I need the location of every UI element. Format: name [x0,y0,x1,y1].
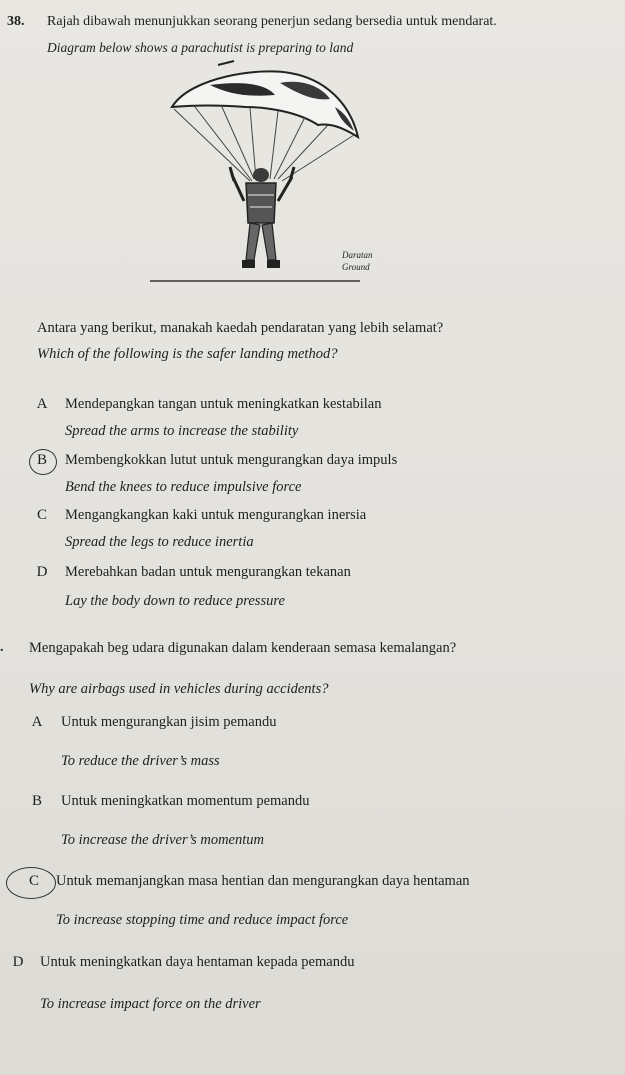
q39-option-d-ms: Untuk meningkatkan daya hentaman kepada pemandu [40,954,355,970]
q39-option-b-ms: Untuk meningkatkan momentum pemandu [61,793,310,809]
q38-option-a-ms: Mendepangkan tangan untuk meningkatkan kestabilan [65,396,382,412]
q38-option-d-letter[interactable]: D [36,564,48,580]
q38-option-b-ms: Membengkokkan lutut untuk mengurangkan daya impuls [65,452,398,468]
q39-option-c-letter[interactable]: C [28,873,39,889]
diagram-label-en: Ground [342,262,370,272]
parachute-canopy [172,71,358,137]
q39-option-b-letter[interactable]: B [31,793,42,809]
q38-option-c-ms: Mengangkangkan kaki untuk mengurangkan inersia [65,507,367,523]
q39-option-a-en: To reduce the driver’s mass [61,753,220,769]
q38-option-d-en: Lay the body down to reduce pressure [65,593,285,609]
q38-option-b-en: Bend the knees to reduce impulsive force [65,479,302,495]
question-38-ms: Antara yang berikut, manakah kaedah pendaratan yang lebih selamat? [37,320,444,336]
question-39-number: . [0,640,4,655]
q39-option-c-ms: Untuk memanjangkan masa hentian dan mengurangkan daya hentaman [56,873,470,889]
q39-option-c-en: To increase stopping time and reduce impact force [56,912,349,928]
question-38-stem-en: Diagram below shows a parachutist is preparing to land [47,40,354,55]
q39-option-d-letter[interactable]: D [12,954,24,970]
question-38-en: Which of the following is the safer landing method? [37,346,338,362]
question-39-ms: Mengapakah beg udara digunakan dalam kenderaan semasa kemalangan? [29,640,457,656]
q38-option-b-letter[interactable]: B [36,452,47,468]
question-38-number: 38. [7,14,25,29]
q38-option-a-letter[interactable]: A [36,396,48,412]
q39-option-d-en: To increase impact force on the driver [40,996,261,1012]
q39-option-a-ms: Untuk mengurangkan jisim pemandu [61,714,277,730]
q38-option-c-letter[interactable]: C [36,507,47,523]
question-39-en: Why are airbags used in vehicles during accidents? [29,681,329,697]
q39-option-b-en: To increase the driver’s momentum [61,832,264,848]
q38-option-c-en: Spread the legs to reduce inertia [65,534,254,550]
question-38-stem-ms: Rajah dibawah menunjukkan seorang penerjun sedang bersedia untuk mendarat. [47,14,497,29]
diagram-label-ms: Daratan [342,250,373,260]
q38-option-d-ms: Merebahkan badan untuk mengurangkan tekanan [65,564,351,580]
q39-option-a-letter[interactable]: A [31,714,43,730]
q38-option-a-en: Spread the arms to increase the stability [65,423,299,439]
